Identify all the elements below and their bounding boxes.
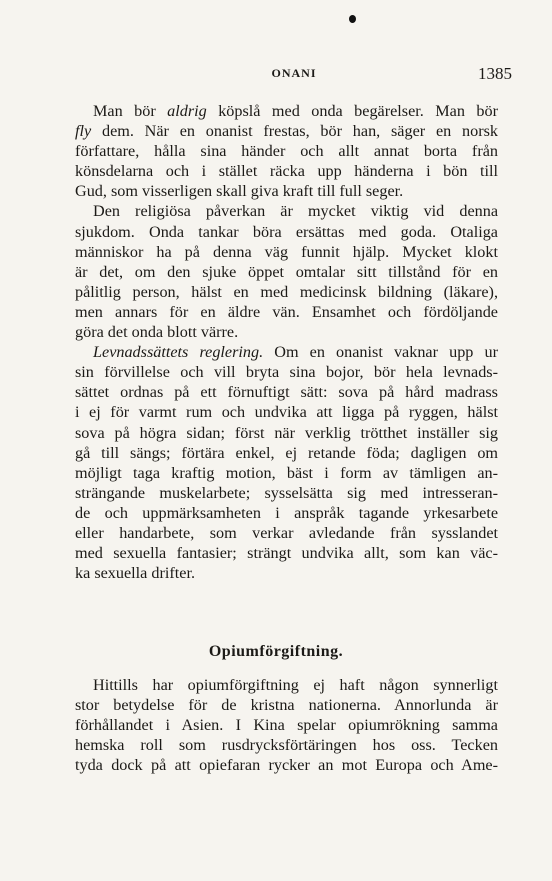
text-run: Man bör [93, 102, 168, 120]
text-line [75, 402, 498, 422]
text-run: stor betydelse för de kristna nationerna. Annorlunda är [75, 696, 498, 715]
text-line [75, 503, 498, 523]
text-run: köpslå med onda begärelser. Man bör [206, 102, 498, 120]
text-run: med sexuella fantasier; strängt undvika allt, som kan väc- [75, 544, 498, 563]
text-line [75, 443, 498, 463]
text-run: är det, om den sjuke öppet omtalar sitt tillstånd för en [75, 262, 498, 281]
ink-speck [349, 15, 356, 23]
text-line [75, 302, 498, 322]
text-run: de och uppmärksamheten i anspråk tagande yrkesarbete [75, 503, 498, 522]
text-run: göra det onda blott värre. [75, 323, 239, 342]
text-line [75, 543, 498, 563]
text-run: Hittills har opiumförgiftning ej haft någon synnerligt [93, 676, 498, 694]
text-line [75, 242, 498, 262]
text-line [75, 181, 498, 201]
text-line [75, 342, 498, 362]
text-line [75, 382, 498, 402]
section-title: Opiumförgiftning. [208, 643, 344, 660]
text-line [75, 262, 498, 282]
text-run: i ej för varmt rum och undvika att ligga på ryggen, hälst [75, 403, 498, 422]
text-run: sjukdom. Onda tankar böra ersättas med goda. Otaliga [75, 222, 498, 241]
text-run: eller handarbete, som verkar avledande från sysslandet [75, 523, 498, 542]
paragraph [75, 675, 498, 775]
text-run: hemska roll som rusdrycksförtäringen hos oss. Tecken [75, 736, 498, 755]
text-run: Gud, som visserligen skall giva kraft till full seger. [75, 182, 404, 201]
text-run: människor ha på denna väg funnit hjälp. Mycket klokt [75, 242, 498, 261]
text-run: förhållandet i Asien. I Kina spelar opiumrökning samma [75, 716, 498, 735]
text-line [75, 715, 498, 735]
text-run: ka sexuella drifter. [75, 564, 196, 583]
text-line [75, 201, 498, 221]
italic-text: aldrig [167, 102, 207, 120]
italic-text: Levnadssättets reglering. [93, 343, 264, 362]
text-line [75, 563, 498, 583]
paragraph [75, 342, 498, 583]
text-line [75, 695, 498, 715]
page-number: 1385 [478, 64, 512, 83]
paragraph [75, 101, 498, 201]
text-line [75, 675, 498, 695]
text-line [75, 463, 498, 483]
section-text [75, 675, 498, 775]
text-run: strängande muskelarbete; sysselsätta sig med intresseran- [75, 483, 498, 502]
text-run: Den religiösa påverkan är mycket viktig vid denna [93, 202, 498, 221]
text-run: men annars för en äldre vän. Ensamhet och fördöljande [75, 302, 498, 321]
text-run: sin förvillelse och vill bryta sina bojor, bör hela levnads- [75, 363, 498, 382]
text-line [75, 755, 498, 775]
text-line [75, 141, 498, 161]
text-run: pålitlig person, hälst en med medicinsk bildning (läkare), [75, 282, 498, 301]
italic-text: fly [75, 122, 92, 141]
text-line [75, 735, 498, 755]
text-line [75, 523, 498, 543]
running-head: ONANI [271, 66, 317, 80]
text-line [75, 161, 498, 181]
body-text [75, 101, 498, 583]
text-run: sättet ordnas på ett förnuftigt sätt: sova på hård madrass [75, 383, 498, 402]
text-run: tyda dock på att opiefaran rycker an mot Europa och Ame- [75, 756, 498, 775]
text-run: könsdelarna och i stället räcka upp händerna i bön till [75, 162, 498, 181]
text-line [75, 483, 498, 503]
text-line [75, 322, 498, 342]
text-run: Om en onanist vaknar upp ur [263, 343, 498, 362]
text-line [75, 282, 498, 302]
text-line [75, 423, 498, 443]
paragraph [75, 201, 498, 342]
page-header [76, 66, 512, 84]
text-run: gå till sängs; förtära enkel, ej retande föda; dagligen om [75, 443, 498, 462]
text-run: sova på högra sidan; först när verklig trötthet inställer sig [75, 423, 498, 442]
text-run: dem. När en onanist frestas, bör han, säger en norsk [91, 122, 498, 141]
text-run: möjligt taga kraftig motion, bäst i form av tämligen an- [75, 463, 498, 482]
text-line [75, 101, 498, 121]
text-line [75, 222, 498, 242]
text-run: författare, hålla sina händer och allt annat borta från [75, 142, 498, 161]
text-line [75, 121, 498, 141]
text-line [75, 362, 498, 382]
